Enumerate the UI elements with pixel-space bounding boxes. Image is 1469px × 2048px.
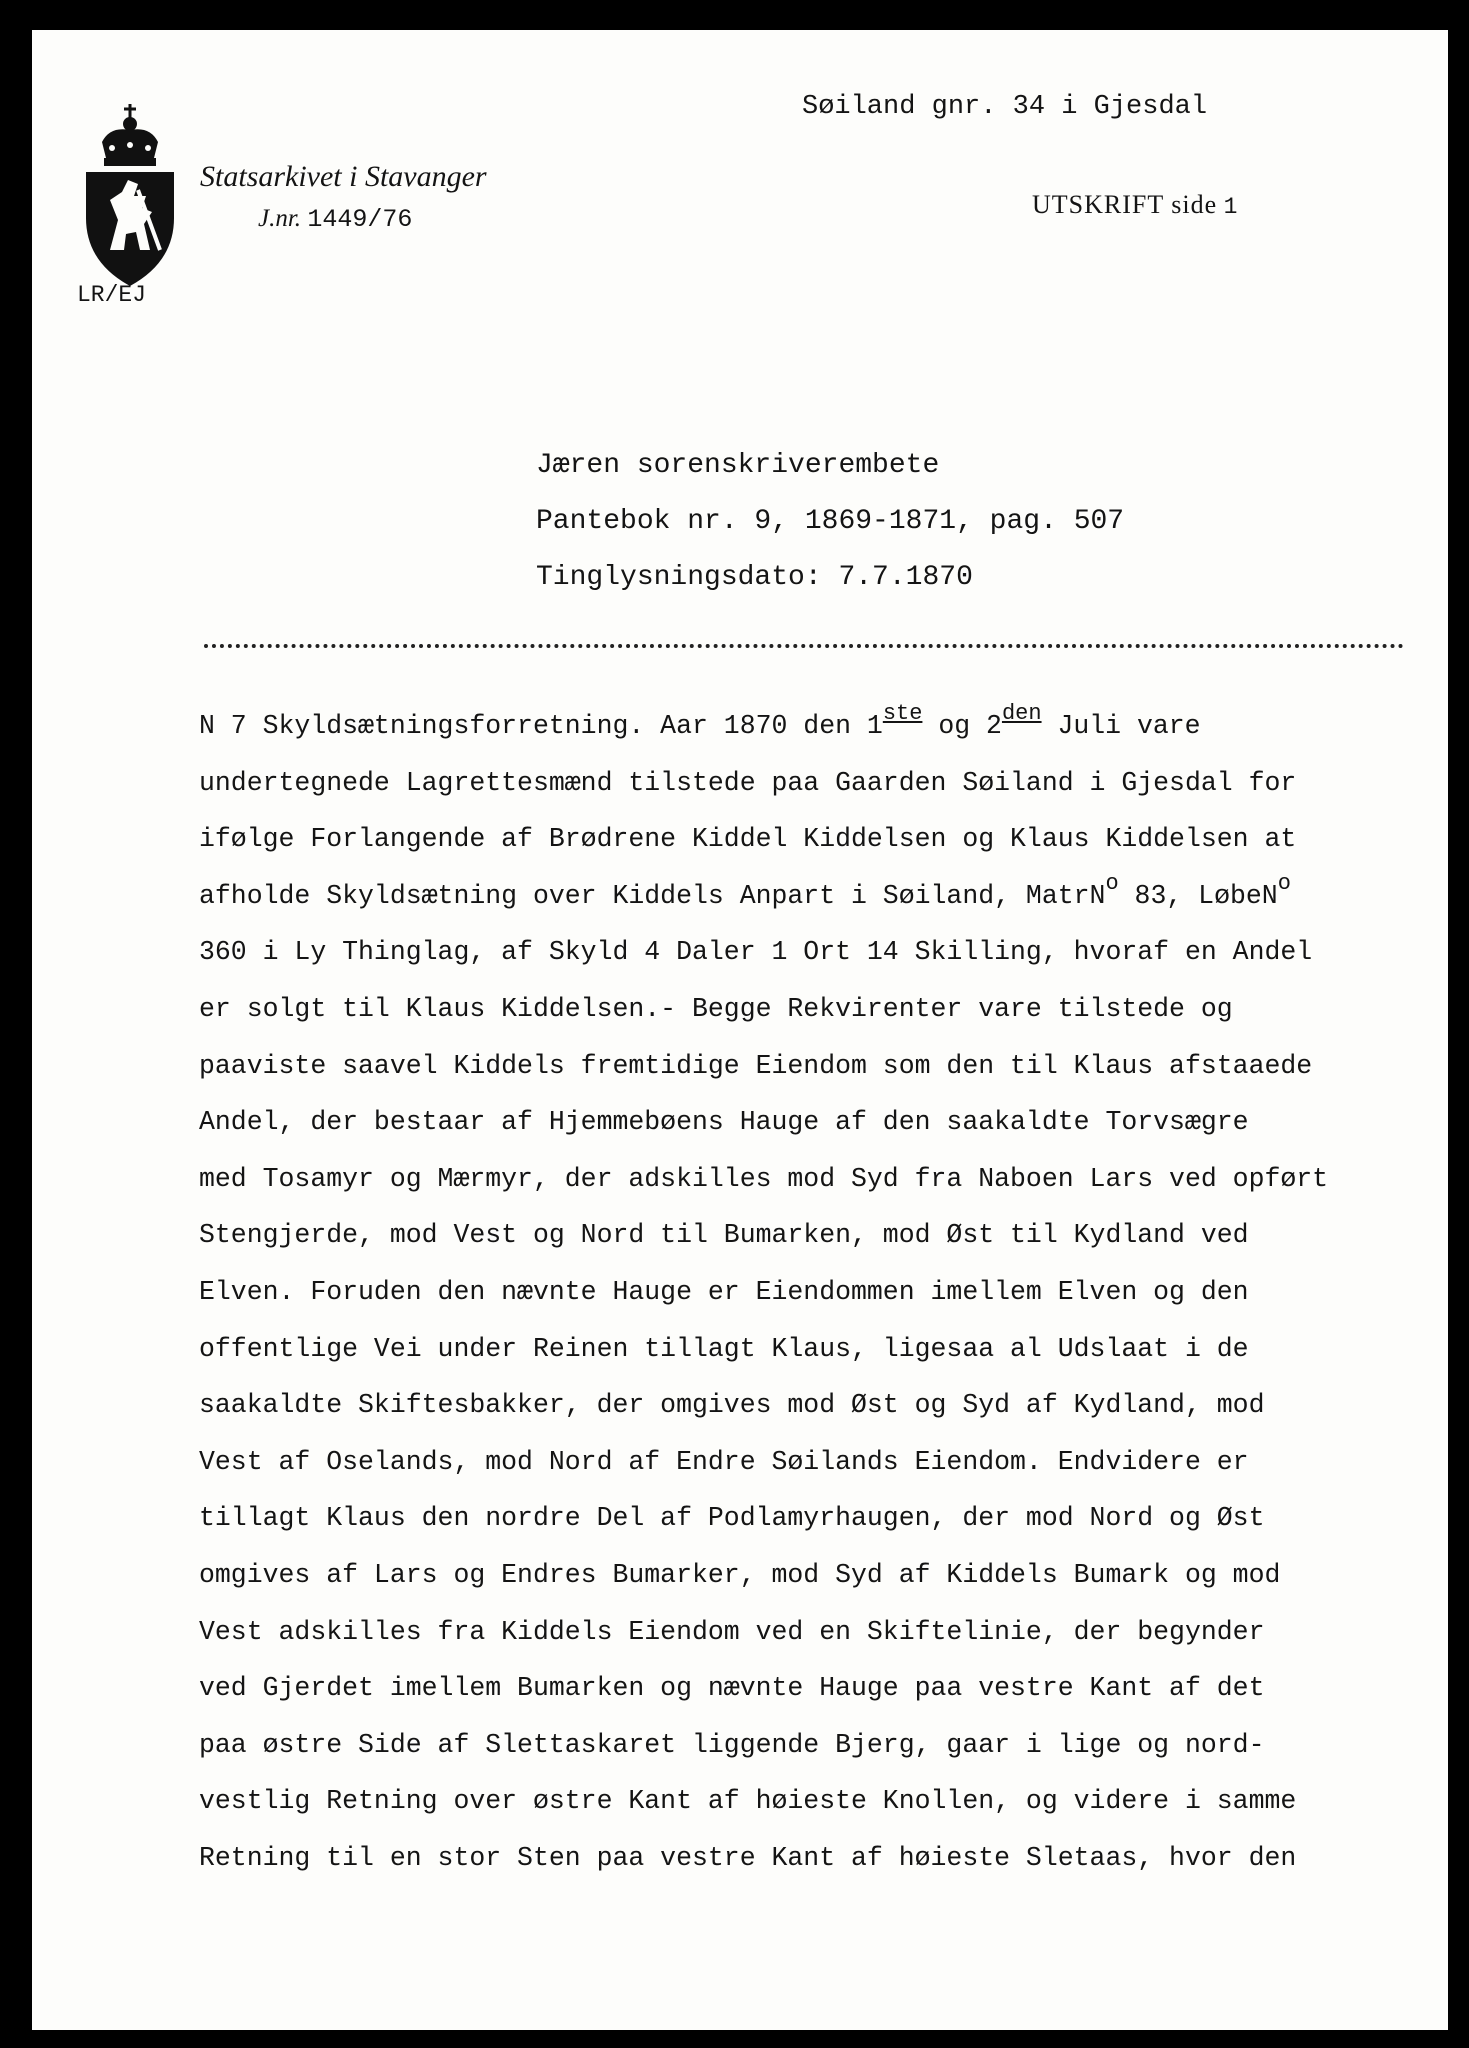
- source-office: Jæren sorenskriverembete: [536, 450, 940, 481]
- body-line: Vest adskilles fra Kiddels Eiendom ved en Skiftelinie, der begynder: [199, 1616, 1265, 1647]
- body-line: ifølge Forlangende af Brødrene Kiddel Kiddelsen og Klaus Kiddelsen at: [199, 824, 1297, 855]
- body-line: omgives af Lars og Endres Bumarker, mod Syd af Kiddels Bumark og mod: [199, 1559, 1281, 1590]
- clerk-initials: LR/EJ: [77, 282, 147, 308]
- dotted-separator: [204, 644, 1404, 648]
- source-book: Pantebok nr. 9, 1869-1871, pag. 507: [536, 506, 1125, 537]
- body-line: saakaldte Skiftesbakker, der omgives mod Øst og Syd af Kydland, mod: [199, 1390, 1265, 1421]
- body-line: Vest af Oselands, mod Nord af Endre Søilands Eiendom. Endvidere er: [199, 1446, 1249, 1477]
- source-registration-date: Tinglysningsdato: 7.7.1870: [536, 562, 973, 593]
- superscript: o: [1105, 870, 1119, 896]
- journal-number-value: 1449/76: [307, 205, 413, 234]
- text-fragment: og 2: [922, 711, 1002, 741]
- body-line: vestlig Retning over østre Kant af høieste Knollen, og videre i samme: [199, 1786, 1297, 1817]
- body-line: med Tosamyr og Mærmyr, der adskilles mod Syd fra Naboen Lars ved opført: [199, 1163, 1329, 1194]
- coat-of-arms-icon: [80, 100, 180, 290]
- body-line: er solgt til Klaus Kiddelsen.- Begge Rekvirenter vare tilstede og: [199, 993, 1233, 1024]
- body-line: [199, 868, 1439, 925]
- body-line: 360 i Ly Thinglag, af Skyld 4 Daler 1 Ort 14 Skilling, hvoraf en Andel: [199, 937, 1313, 968]
- page-number: 1: [1223, 194, 1238, 220]
- transcription-body: [199, 698, 1439, 1886]
- body-line: Andel, der bestaar af Hjemmebøens Hauge af den saakaldte Torvsægre: [199, 1107, 1249, 1138]
- body-line: [199, 698, 1439, 755]
- body-line: Stengjerde, mod Vest og Nord til Bumarken, mod Øst til Kydland ved: [199, 1220, 1249, 1251]
- body-line: tillagt Klaus den nordre Del af Podlamyrhaugen, der mod Nord og Øst: [199, 1503, 1265, 1534]
- text-fragment: N 7 Skyldsætningsforretning. Aar 1870 den 1: [199, 711, 883, 741]
- farm-reference: Søiland gnr. 34 i Gjesdal: [802, 92, 1208, 122]
- journal-number-line: [258, 205, 412, 234]
- body-line: Elven. Foruden den nævnte Hauge er Eiendommen imellem Elven og den: [199, 1276, 1249, 1307]
- body-line: paa østre Side af Slettaskaret liggende Bjerg, gaar i lige og nord-: [199, 1729, 1265, 1760]
- transcript-page-label: [1032, 190, 1237, 220]
- transcript-label: UTSKRIFT side: [1032, 190, 1218, 219]
- journal-number-label: J.nr.: [258, 205, 302, 232]
- body-line: undertegnede Lagrettesmænd tilstede paa Gaarden Søiland i Gjesdal for: [199, 767, 1297, 798]
- body-line: offentlige Vei under Reinen tillagt Klaus, ligesaa al Udslaat i de: [199, 1333, 1249, 1364]
- body-line: Retning til en stor Sten paa vestre Kant af høieste Sletaas, hvor den: [199, 1842, 1297, 1873]
- body-line: ved Gjerdet imellem Bumarken og nævnte Hauge paa vestre Kant af det: [199, 1673, 1265, 1704]
- superscript: o: [1277, 870, 1291, 896]
- superscript: den: [1001, 701, 1042, 726]
- text-fragment: afholde Skyldsætning over Kiddels Anpart i Søiland, MatrN: [199, 880, 1106, 911]
- body-line: paaviste saavel Kiddels fremtidige Eiendom som den til Klaus afstaaede: [199, 1050, 1313, 1081]
- superscript: ste: [882, 701, 923, 726]
- institution-name: Statsarkivet i Stavanger: [200, 160, 487, 193]
- text-fragment: Juli vare: [1041, 711, 1201, 741]
- text-fragment: 83, LøbeN: [1118, 880, 1278, 911]
- document-page: [32, 30, 1448, 2030]
